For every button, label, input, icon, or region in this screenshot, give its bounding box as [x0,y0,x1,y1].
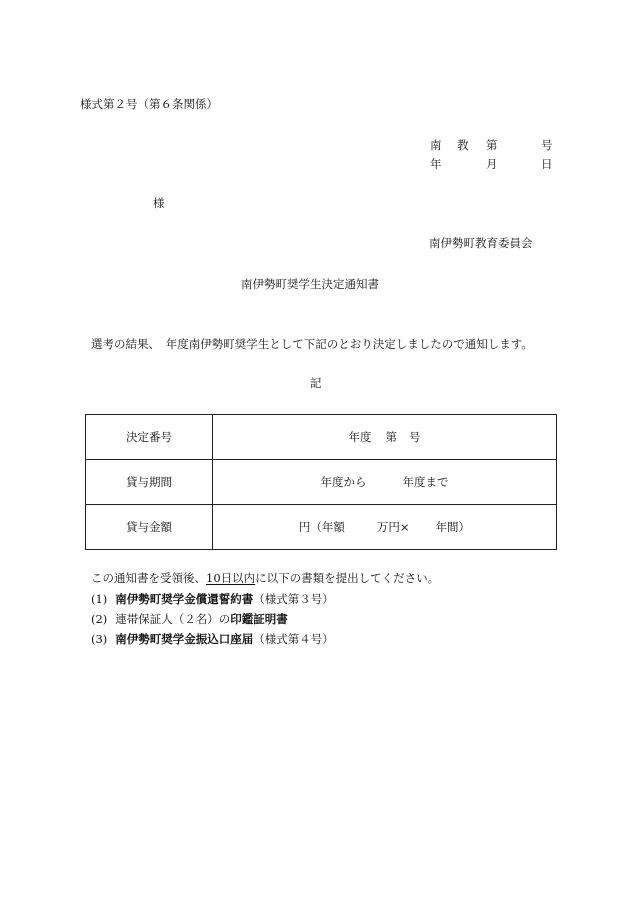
table-row [86,505,557,550]
table-row [86,415,557,460]
item-number: (3) [91,632,108,646]
loan-period-value [213,460,557,505]
value-part: 年度まで [402,475,449,489]
ref-char: 南 [430,138,442,152]
loan-amount-value [213,505,557,550]
item-bold: 南伊勢町奨学金償還誓約書 [115,592,254,606]
intro-before: この通知書を受領後、 [91,571,206,585]
body-text: 選考の結果、 年度南伊勢町奨学生として下記のとおり決定しましたので通知します。 [91,337,533,351]
item-normal: 連帯保証人（２名）の [115,612,231,626]
table-row [86,460,557,505]
item-bold: 南伊勢町奨学金振込口座届 [115,632,254,646]
decision-table [85,414,557,550]
date-month-label: 月 [486,157,498,171]
value-part: 万円× [376,520,410,534]
form-number: 様式第２号（第６条関係） [80,97,218,111]
row-label-loan-amount: 貸与金額 [86,505,213,550]
value-part: 年度から [320,475,367,489]
item-normal: （様式第３号） [253,592,334,606]
instructions-intro [91,573,439,585]
value-part: 年度 [348,430,372,444]
item-number: (2) [91,612,108,626]
row-label-loan-period: 貸与期間 [86,460,213,505]
list-item [91,634,334,646]
decision-number-value [213,415,557,460]
issuer: 南伊勢町教育委員会 [429,236,533,250]
value-part: 第 [385,430,397,444]
list-item [91,594,334,606]
item-number: (1) [91,592,108,606]
ref-char: 教 [457,138,469,152]
list-item [91,614,288,626]
value-part: 年間） [435,520,471,534]
row-label-decision-number: 決定番号 [86,415,213,460]
intro-after: に以下の書類を提出してください。 [255,571,440,585]
deadline: 10日以内 [206,571,256,585]
date-year-label: 年 [430,157,442,171]
document-title: 南伊勢町奨学生決定通知書 [241,277,379,291]
ref-char: 号 [541,138,553,152]
ref-char: 第 [486,138,498,152]
item-normal: （様式第４号） [253,632,334,646]
value-part: 円（年額 [298,520,345,534]
date-day-label: 日 [541,157,553,171]
addressee: 様 [153,196,165,210]
item-bold: 印鑑証明書 [230,612,288,626]
value-part: 号 [409,430,421,444]
ki-heading: 記 [310,376,322,390]
